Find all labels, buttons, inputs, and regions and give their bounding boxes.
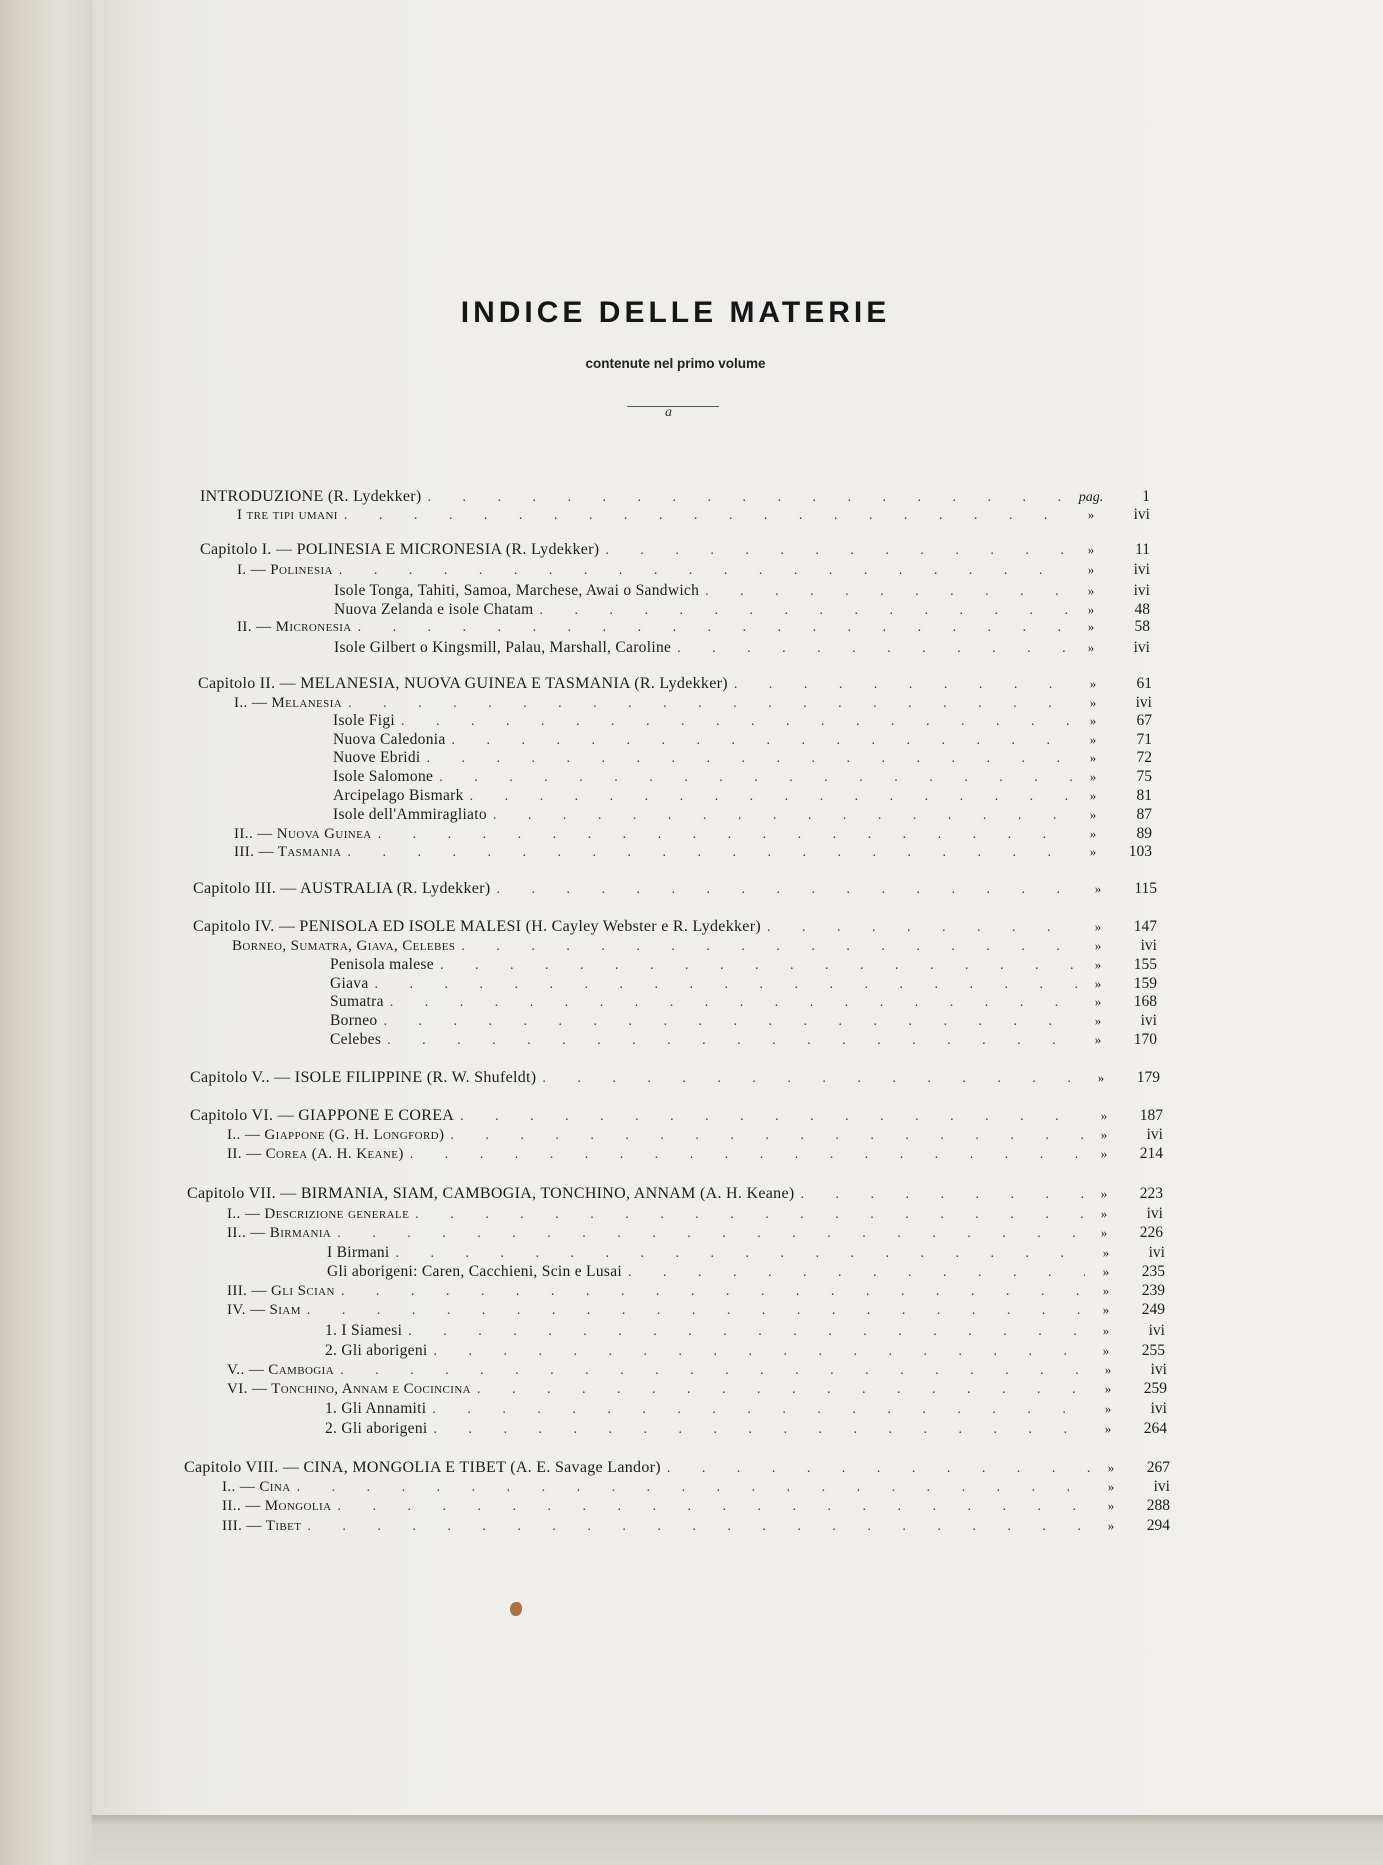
dot-leader (396, 1244, 1085, 1264)
dot-leader (734, 675, 1072, 695)
toc-entry-marker: » (1100, 1225, 1108, 1240)
dot-leader (461, 937, 1077, 957)
toc-entry-label: II. — Corea (A. H. Keane) (227, 1146, 404, 1162)
toc-entry (227, 1281, 1165, 1301)
toc-entry-marker: » (1102, 1343, 1110, 1358)
toc-entry-marker: » (1100, 1186, 1108, 1201)
toc-entry-page: 294 (1146, 1517, 1170, 1534)
toc-entry (327, 1262, 1165, 1282)
toc-entry (184, 1458, 1170, 1478)
dot-leader (493, 806, 1072, 826)
toc-entry-marker: » (1100, 1127, 1108, 1142)
toc-entry-page: ivi (1146, 1205, 1163, 1222)
dot-leader (415, 1205, 1083, 1225)
page-subtitle: contenute nel primo volume (585, 356, 766, 371)
toc-entry-marker: » (1104, 1362, 1112, 1377)
dot-leader (340, 1361, 1087, 1381)
toc-entry-marker: » (1094, 1032, 1102, 1047)
toc-entry-label: Penisola malese (330, 956, 434, 973)
toc-entry-marker: » (1102, 1264, 1110, 1279)
toc-entry (190, 1068, 1160, 1088)
toc-entry-marker: » (1089, 769, 1097, 784)
toc-entry-marker: » (1087, 640, 1095, 655)
dot-leader (337, 1224, 1083, 1244)
dot-leader (628, 1263, 1085, 1283)
toc-entry-label: Capitolo I. — POLINESIA E MICRONESIA (R. Lydekker) (200, 541, 600, 558)
toc-entry-page: 226 (1139, 1224, 1163, 1241)
toc-entry-page: 239 (1141, 1282, 1165, 1299)
dot-leader (339, 561, 1070, 581)
toc-entry-label: Isole Salomone (333, 768, 434, 785)
toc-entry-label: II. — Micronesia (237, 619, 352, 635)
dot-leader (307, 1517, 1090, 1537)
toc-entry-label: Borneo (330, 1012, 378, 1029)
toc-entry-marker: » (1102, 1245, 1110, 1260)
toc-entry-marker: » (1094, 1013, 1102, 1028)
toc-entry-marker: » (1087, 542, 1095, 557)
toc-entry-label: Capitolo VII. — BIRMANIA, SIAM, CAMBOGIA, TONCHINO, ANNAM (A. H. Keane) (187, 1185, 795, 1202)
toc-entry-label: 1. I Siamesi (325, 1322, 403, 1339)
toc-entry-marker: » (1102, 1323, 1110, 1338)
toc-entry-page: 235 (1141, 1263, 1165, 1280)
toc-entry-page: 11 (1135, 541, 1150, 558)
toc-entry (234, 824, 1152, 844)
toc-entry-marker: » (1100, 1108, 1108, 1123)
toc-entry-page: 87 (1136, 806, 1152, 823)
toc-entry-page: 71 (1136, 731, 1152, 748)
toc-entry-marker: » (1100, 1146, 1108, 1161)
toc-entry-page: 75 (1136, 768, 1152, 785)
toc-entry-page: ivi (1135, 694, 1152, 711)
toc-entry (200, 487, 1150, 507)
toc-entry-label: Capitolo VI. — GIAPPONE E COREA (190, 1107, 455, 1124)
toc-entry-page: 259 (1143, 1380, 1167, 1397)
toc-entry-marker: » (1104, 1421, 1112, 1436)
toc-entry-label: II.. — Birmania (227, 1225, 332, 1241)
toc-entry-label: INTRODUZIONE (R. Lydekker) (200, 488, 422, 505)
toc-entry (325, 1341, 1165, 1361)
dot-leader (677, 639, 1070, 659)
toc-entry (333, 805, 1152, 825)
toc-entry-page: ivi (1133, 561, 1150, 578)
toc-entry-label: III. — Tasmania (234, 844, 342, 860)
toc-entry-marker: » (1094, 994, 1102, 1009)
toc-entry-page: 72 (1136, 749, 1152, 766)
toc-entry-label: Capitolo II. — MELANESIA, NUOVA GUINEA E TASMANIA (R. Lydekker) (198, 675, 728, 692)
toc-entry-label: II.. — Mongolia (222, 1498, 332, 1514)
toc-entry-label: Isole Tonga, Tahiti, Samoa, Marchese, Awai o Sandwich (334, 582, 700, 599)
dot-leader (297, 1478, 1090, 1498)
toc-entry-marker: » (1089, 807, 1097, 822)
toc-entry-page: 179 (1136, 1069, 1160, 1086)
toc-entry-page: ivi (1133, 639, 1150, 656)
toc-entry-label: Arcipelago Bismark (333, 787, 464, 804)
toc-entry-marker: » (1102, 1302, 1110, 1317)
toc-entry (334, 581, 1150, 601)
toc-entry-label: I.. — Cina (222, 1479, 291, 1495)
toc-entry (327, 1243, 1165, 1263)
toc-entry (227, 1125, 1163, 1145)
toc-entry-marker: » (1089, 844, 1097, 859)
toc-entry-page: 168 (1133, 993, 1157, 1010)
toc-entry-label: Capitolo VIII. — CINA, MONGOLIA E TIBET (A. E. Savage Landor) (184, 1459, 661, 1476)
toc-entry-label: V.. — Cambogia (227, 1362, 335, 1378)
toc-entry-marker: » (1094, 919, 1102, 934)
toc-entry-label: III. — Tibet (222, 1518, 302, 1534)
toc-entry-page: 170 (1133, 1031, 1157, 1048)
dot-leader (307, 1301, 1085, 1321)
toc-entry (330, 955, 1157, 975)
toc-entry-label: I Birmani (327, 1244, 390, 1261)
toc-entry-marker: » (1100, 1206, 1108, 1221)
toc-entry (325, 1419, 1167, 1439)
toc-entry-page: 288 (1146, 1497, 1170, 1514)
toc-entry (198, 674, 1152, 694)
toc-entry (227, 1144, 1163, 1164)
dot-leader (439, 768, 1072, 788)
dot-leader (801, 1185, 1083, 1205)
dot-leader (767, 918, 1077, 938)
toc-entry-page: 61 (1136, 675, 1152, 692)
toc-entry (333, 748, 1152, 768)
toc-entry (222, 1516, 1170, 1536)
toc-entry-marker: » (1094, 881, 1102, 896)
toc-entry-page: 255 (1141, 1342, 1165, 1359)
toc-entry-marker: » (1104, 1381, 1112, 1396)
toc-entry (227, 1223, 1163, 1243)
toc-entry-page: ivi (1148, 1322, 1165, 1339)
toc-entry-label: Capitolo IV. — PENISOLA ED ISOLE MALESI (H. Cayley Webster e R. Lydekker) (193, 918, 761, 935)
toc-entry-label: I. — Polinesia (237, 562, 333, 578)
toc-entry (333, 711, 1152, 731)
toc-entry-marker: » (1089, 732, 1097, 747)
toc-entry (325, 1399, 1167, 1419)
dot-leader (383, 1012, 1077, 1032)
toc-entry-marker: » (1087, 619, 1095, 634)
toc-entry-page: ivi (1148, 1244, 1165, 1261)
toc-entry (227, 1204, 1163, 1224)
toc-entry-label: Giava (330, 975, 369, 992)
toc-entry-label: Capitolo V.. — ISOLE FILIPPINE (R. W. Shufeldt) (190, 1069, 537, 1086)
toc-entry-marker: » (1094, 976, 1102, 991)
toc-entry-page: 264 (1143, 1420, 1167, 1437)
toc-entry-label: I tre tipi umani (237, 507, 338, 523)
toc-entry-label: Nuova Caledonia (333, 731, 446, 748)
toc-entry (193, 879, 1157, 899)
toc-entry-marker: » (1089, 750, 1097, 765)
toc-entry-marker: » (1089, 788, 1097, 803)
toc-entry (190, 1106, 1163, 1126)
toc-entry (237, 560, 1150, 580)
dot-leader (450, 1126, 1083, 1146)
dot-leader (477, 1380, 1087, 1400)
toc-entry-page: ivi (1140, 1012, 1157, 1029)
toc-entry-marker: » (1094, 938, 1102, 953)
toc-entry-label: II.. — Nuova Guinea (234, 826, 372, 842)
toc-entry (232, 936, 1157, 956)
toc-entry-page: 81 (1136, 787, 1152, 804)
toc-entry-label: 2. Gli aborigeni (325, 1420, 428, 1437)
toc-entry-page: 58 (1134, 618, 1150, 635)
dot-leader (440, 956, 1077, 976)
toc-entry-label: Capitolo III. — AUSTRALIA (R. Lydekker) (193, 880, 491, 897)
toc-entry-page: 89 (1136, 825, 1152, 842)
toc-entry-label: VI. — Tonchino, Annam e Cocincina (227, 1381, 472, 1397)
dot-leader (337, 1497, 1090, 1517)
toc-entry (330, 1030, 1157, 1050)
toc-entry-marker: » (1107, 1518, 1115, 1533)
dot-leader (401, 712, 1072, 732)
toc-entry-page: 249 (1141, 1301, 1165, 1318)
toc-entry-page: 48 (1134, 601, 1150, 618)
toc-entry (227, 1379, 1167, 1399)
dot-leader (408, 1322, 1085, 1342)
dot-leader (341, 1282, 1085, 1302)
toc-entry-marker: » (1087, 562, 1095, 577)
dot-leader (496, 880, 1077, 900)
dot-leader (344, 506, 1070, 526)
dot-leader (470, 787, 1072, 807)
dot-leader (542, 1069, 1080, 1089)
dot-leader (347, 843, 1072, 863)
toc-entry-label: Isole Figi (333, 712, 395, 729)
dot-leader (605, 541, 1070, 561)
toc-entry-page: 1 (1142, 488, 1150, 505)
toc-entry-page: 159 (1133, 975, 1157, 992)
page-title: INDICE DELLE MATERIE (460, 296, 891, 329)
toc-entry (200, 540, 1150, 560)
toc-entry-page: ivi (1150, 1361, 1167, 1378)
toc-entry-page: 155 (1133, 956, 1157, 973)
dot-leader (410, 1145, 1083, 1165)
toc-entry (234, 842, 1152, 862)
toc-entry (187, 1184, 1163, 1204)
toc-entry-marker: » (1087, 602, 1095, 617)
toc-entry-page: ivi (1133, 506, 1150, 523)
toc-entry (193, 917, 1157, 937)
toc-entry-page: ivi (1140, 937, 1157, 954)
dot-leader (387, 1031, 1077, 1051)
toc-entry-marker: » (1104, 1401, 1112, 1416)
toc-entry-page: ivi (1150, 1400, 1167, 1417)
toc-entry-page: 115 (1134, 880, 1157, 897)
toc-entry (333, 786, 1152, 806)
toc-entry-marker: pag. (1078, 490, 1104, 505)
dot-leader (434, 1342, 1085, 1362)
toc-entry-label: 1. Gli Annamiti (325, 1400, 427, 1417)
toc-entry-marker: » (1087, 583, 1095, 598)
toc-entry-page: 223 (1139, 1185, 1163, 1202)
toc-entry-label: Gli aborigeni: Caren, Cacchieni, Scin e Lusai (327, 1263, 622, 1280)
dot-leader (460, 1107, 1083, 1127)
toc-entry-marker: » (1087, 507, 1095, 522)
toc-entry (227, 1360, 1167, 1380)
toc-entry-page: 187 (1139, 1107, 1163, 1124)
toc-entry-label: IV. — Siam (227, 1302, 301, 1318)
toc-entry-label: 2. Gli aborigeni (325, 1342, 428, 1359)
toc-entry (237, 617, 1150, 637)
toc-entry-marker: » (1089, 695, 1097, 710)
toc-entry-label: I.. — Melanesia (234, 695, 343, 711)
toc-entry-marker: » (1089, 676, 1097, 691)
toc-entry-page: 267 (1146, 1459, 1170, 1476)
toc-entry-marker: » (1107, 1479, 1115, 1494)
toc-entry (330, 974, 1157, 994)
toc-entry-marker: » (1094, 957, 1102, 972)
toc-entry (325, 1321, 1165, 1341)
toc-entry-page: 103 (1128, 843, 1152, 860)
toc-entry-marker: » (1107, 1460, 1115, 1475)
toc-entry (227, 1300, 1165, 1320)
dot-leader (705, 582, 1070, 602)
toc-entry (333, 767, 1152, 787)
dot-leader (434, 1420, 1087, 1440)
toc-entry-label: III. — Gli Scian (227, 1283, 335, 1299)
toc-entry (330, 992, 1157, 1012)
toc-entry (237, 505, 1150, 525)
toc-entry-marker: » (1102, 1283, 1110, 1298)
toc-entry (334, 638, 1150, 658)
toc-entry-label: Nuove Ebridi (333, 749, 421, 766)
toc-entry (234, 693, 1152, 713)
ink-stain (510, 1602, 522, 1616)
toc-entry-label: Nuova Zelanda e isole Chatam (334, 601, 534, 618)
toc-entry-page: ivi (1133, 582, 1150, 599)
dot-leader (432, 1400, 1087, 1420)
toc-entry (330, 1011, 1157, 1031)
toc-entry-label: Isole dell'Ammiragliato (333, 806, 487, 823)
dot-leader (667, 1459, 1090, 1479)
toc-entry-page: 67 (1136, 712, 1152, 729)
toc-entry-label: Sumatra (330, 993, 384, 1010)
ornament-glyph: a (665, 405, 672, 420)
toc-entry-marker: » (1089, 826, 1097, 841)
toc-entry (333, 730, 1152, 750)
dot-leader (390, 993, 1077, 1013)
toc-entry-label: I.. — Giappone (G. H. Longford) (227, 1127, 445, 1143)
toc-entry-label: Borneo, Sumatra, Giava, Celebes (232, 938, 456, 954)
toc-entry-marker: » (1089, 713, 1097, 728)
toc-entry-label: I.. — Descrizione generale (227, 1206, 410, 1222)
dot-leader (358, 618, 1070, 638)
toc-entry-page: ivi (1146, 1126, 1163, 1143)
toc-entry-marker: » (1107, 1498, 1115, 1513)
toc-entry-marker: » (1097, 1070, 1105, 1085)
toc-entry (222, 1477, 1170, 1497)
toc-entry-label: Isole Gilbert o Kingsmill, Palau, Marshall, Caroline (334, 639, 672, 656)
dot-leader (427, 749, 1072, 769)
toc-entry-page: 214 (1139, 1145, 1163, 1162)
toc-entry-label: Celebes (330, 1031, 382, 1048)
toc-entry (222, 1496, 1170, 1516)
toc-entry-page: 147 (1133, 918, 1157, 935)
toc-entry-page: ivi (1153, 1478, 1170, 1495)
